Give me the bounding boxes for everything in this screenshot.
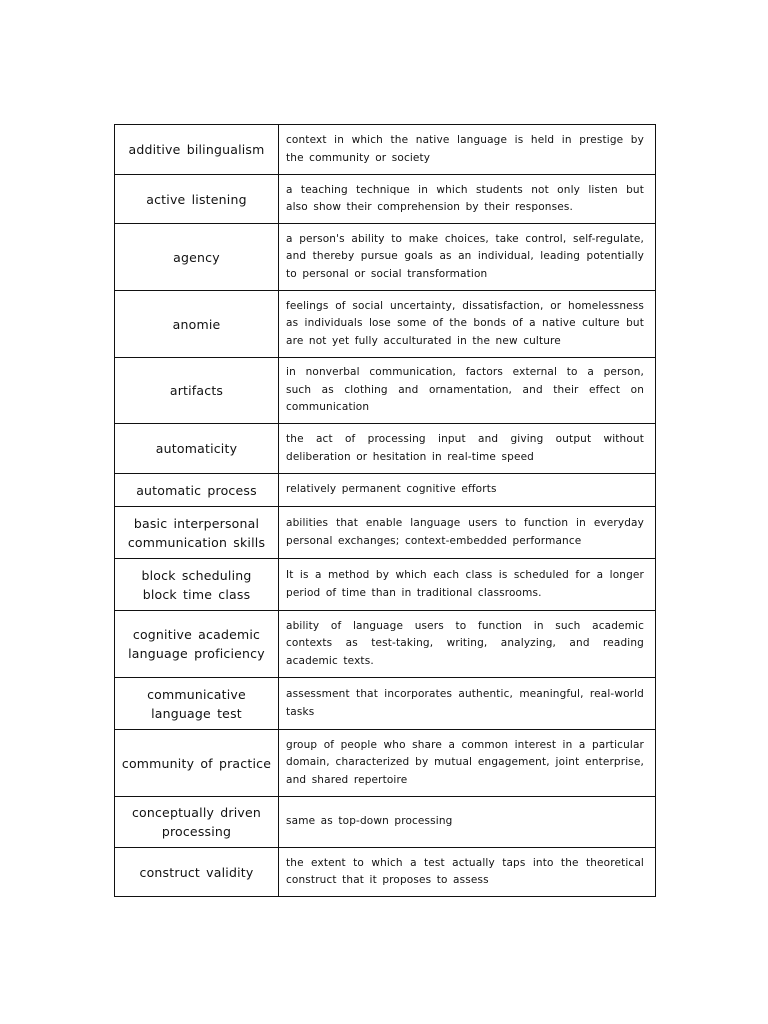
term-line: cognitive academic (132, 627, 261, 642)
definition-cell (279, 175, 656, 224)
term-cell (115, 474, 279, 507)
definition-text: group of people who share a common interest in a particular domain, characterized by mutual engagement, joint enterprise, and shared repertoire (286, 738, 644, 786)
definition-cell (279, 358, 656, 424)
definition-text: context in which the native language is held in prestige by the community or society (286, 134, 644, 164)
term-line: processing (161, 824, 232, 839)
term-line: basic interpersonal (133, 515, 260, 531)
term-line: communication skills (127, 534, 266, 550)
term-cell (115, 175, 279, 224)
table-row (115, 125, 656, 175)
term-text: artifacts (169, 383, 224, 398)
term-line: block time class (142, 586, 251, 602)
term-cell (115, 730, 279, 797)
glossary-table (114, 124, 656, 897)
definition-cell (279, 678, 656, 730)
definition-text: abilities that enable language users to function in everyday personal exchanges; context-embedded performance (286, 517, 644, 547)
term-cell (115, 797, 279, 848)
table-row (115, 678, 656, 730)
definition-text: It is a method by which each class is scheduled for a longer period of time than in traditional classrooms. (286, 569, 644, 599)
table-row (115, 424, 656, 474)
definition-text: a teaching technique in which students not only listen but also show their comprehension by their responses. (286, 183, 644, 213)
definition-cell (279, 507, 656, 559)
definition-text: a person's ability to make choices, take control, self-regulate, and thereby pursue goals as an individual, leading potentially to personal or social transformation (286, 232, 644, 280)
table-row (115, 797, 656, 848)
definition-cell (279, 224, 656, 291)
definition-text: the extent to which a test actually taps into the theoretical construct that it proposes to assess (286, 856, 644, 886)
term-cell (115, 224, 279, 291)
table-row (115, 730, 656, 797)
term-line: communicative (147, 686, 246, 702)
table-row (115, 358, 656, 424)
definition-cell (279, 291, 656, 358)
term-cell (115, 125, 279, 175)
definition-cell (279, 474, 656, 507)
definition-text: relatively permanent cognitive efforts (286, 483, 497, 496)
table-row (115, 848, 656, 897)
definition-cell (279, 424, 656, 474)
term-line: conceptually driven (131, 805, 262, 820)
term-cell (115, 507, 279, 559)
definition-text: in nonverbal communication, factors external to a person, such as clothing and ornamentation, and their effect on communication (286, 366, 644, 414)
definition-cell (279, 848, 656, 897)
term-cell (115, 291, 279, 358)
table-row (115, 611, 656, 678)
table-row (115, 559, 656, 611)
term-text: anomie (172, 316, 221, 332)
definition-text: feelings of social uncertainty, dissatisfaction, or homelessness as individuals lose some of the bonds of a native culture but are not yet fully acculturated in the new culture (286, 299, 644, 347)
table-row (115, 474, 656, 507)
definition-text: same as top-down processing (286, 815, 453, 828)
definition-cell (279, 797, 656, 848)
term-text: construct validity (139, 864, 254, 880)
definition-text: the act of processing input and giving output without deliberation or hesitation in real-time speed (286, 433, 644, 463)
term-line: block scheduling (141, 567, 252, 583)
definition-cell (279, 125, 656, 175)
table-row (115, 291, 656, 358)
definition-text: assessment that incorporates authentic, meaningful, real-world tasks (286, 688, 644, 718)
definition-cell (279, 559, 656, 611)
table-row (115, 175, 656, 224)
term-text: active listening (146, 191, 247, 207)
table-row (115, 507, 656, 559)
term-text: community of practice (121, 755, 272, 771)
term-cell (115, 358, 279, 424)
definition-text: ability of language users to function in such academic contexts as test-taking, writing, analyzing, and reading academic texts. (286, 619, 644, 667)
definition-cell (279, 730, 656, 797)
term-text: agency (173, 249, 220, 265)
term-line: language test (151, 705, 242, 721)
term-cell (115, 559, 279, 611)
term-cell (115, 424, 279, 474)
term-line: language proficiency (128, 646, 265, 661)
term-text: automatic process (136, 482, 257, 498)
term-cell (115, 848, 279, 897)
term-cell (115, 678, 279, 730)
term-text: additive bilingualism (128, 142, 265, 157)
definition-cell (279, 611, 656, 678)
term-text: automaticity (155, 441, 238, 456)
term-cell (115, 611, 279, 678)
table-row (115, 224, 656, 291)
